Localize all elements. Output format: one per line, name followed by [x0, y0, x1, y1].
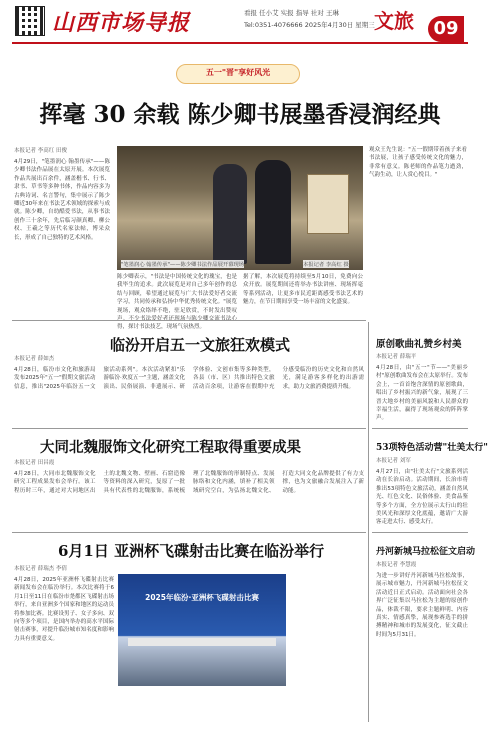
lead-col2: 陈少卿表示，"书法是中国传统文化的瑰宝，也是我毕生的追求。此次展览是对自己多年创作的总结与回顾，希望通过展览与广大书法爱好者交流学习，共同传承和弘扬中华优秀传统文化。"展览现场，观众络绎不绝，驻足欣赏，不时发出赞叹 得，探讨书法技艺，现场气氛热烈。: [117, 274, 237, 331]
section-title: 文旅: [374, 9, 414, 33]
lead-col1: 4月29日，"笔墨润心 翰墨传承"——陈少卿书法作品展在太原开展。本次展览作品共展出百余件，涵盖楷书、行书、隶书、草书等多种书体，作品内容多为古典诗词、名言警句，集中展示了陈少卿近30年来在书法艺术领域的探索与成就。陈少卿，自幼酷爱书法，从事书法创作三十余年，先后临习颜真卿、柳公权、王羲之等历代名家法帖，博采众长，形成了自己独特的艺术风格。: [14, 159, 110, 241]
story2-headline: 临汾开启五一文旅狂欢模式: [110, 336, 291, 354]
story3-headline: 原创歌曲礼赞乡村美: [376, 339, 462, 350]
lead-photo-credit: 本报记者 李高红 摄: [303, 262, 349, 268]
story2-byline: 本报记者 薛如杰: [14, 356, 55, 362]
story7-headline: 丹河新城马拉松征文启动: [376, 547, 476, 557]
divider: [12, 320, 366, 321]
lead-col3: 据了解，本次展览将持续至5月10日，免费向公众开放。展览期间还将举办书法讲座、现场挥毫等系列活动，让更多市民近距离感受书法艺术的魅力，在节日期间享受一场丰富的文化盛宴。: [243, 274, 363, 306]
story4-byline: 本报记者 田昌霞: [14, 460, 55, 466]
story3-body: 4月28日，由"五一"节——"美丽乡村"原创歌曲发布会在太原举行。发布会上，一首首饱含深情的原创歌曲，唱出了乡村振兴的新气象，展现了三晋大地乡村的美丽风貌和人民群众的幸福生活，赢得了现场观众的阵阵掌声。: [376, 365, 468, 422]
story6-byline: 本报记者 薛瑞杰 李倩: [14, 566, 67, 572]
story7-byline: 本报记者 李慧霞: [376, 562, 417, 568]
story6-body: 4月28日，2025年亚洲杯飞碟射击比赛新闻发布会在临汾举行。本次比赛将于6月1日至11日在临汾市尧都区飞碟射击场举行，来自亚洲多个国家和地区的运动员将参加比赛。比赛设男子、女子多向、双向等多个项目，是国内举办的高水平国际射击赛事，对提升临汾城市知名度和影响力具有重要意义。: [14, 577, 114, 642]
divider: [12, 532, 366, 533]
divider: [372, 428, 468, 429]
story6-body-col3: [290, 576, 364, 730]
story6-headline: 6月1日 亚洲杯飞碟射击比赛在临汾举行: [58, 542, 325, 560]
stage-backdrop-text: 2025年临汾·亚洲杯飞碟射击比赛: [145, 593, 259, 602]
column-divider: [368, 322, 369, 722]
calligraphy-scroll: [307, 174, 349, 234]
podium-table: [128, 638, 276, 646]
story6-body-cont: [118, 690, 286, 730]
story4-headline: 大同北魏服饰文化研究工程取得重要成果: [40, 439, 301, 456]
masthead-rule: [12, 42, 468, 44]
banner-label: 五一"晋"享好风光: [205, 68, 271, 77]
person-figure-2: [255, 160, 291, 264]
story6-photo: [118, 574, 286, 686]
lead-col4: 观众王先生说："五一假期带着孩子来看书法展，让孩子感受传统文化的魅力，非常有意义。陈老师的作品笔力遒劲，气韵生动，让人赏心悦目。": [369, 147, 467, 179]
masthead-meta: Tel:0351-4076666 2025年4月30日 星期三: [244, 21, 375, 29]
story5-body: 4月27日，由"壮美太行"文旅系列活动在长治启动。活动期间，长治市将推出53项特色文旅活动，涵盖自然风光、红色文化、民俗体验、美食品鉴等多个方面，全方位展示太行山的壮美风光和深厚文化底蕴，邀请广大游客走进太行、感受太行。: [376, 469, 468, 526]
story5-headline: 53项特色活动营"壮美太行": [376, 443, 488, 453]
person-figure-1: [213, 164, 247, 264]
newspaper-logo: 山西市场导报: [52, 10, 191, 36]
story7-body: 为进一步讲好丹河新城马拉松故事，展示城市魅力，丹河新城马拉松征文活动近日正式启动。活动面向社会各界广泛征集以马拉松为主题的原创作品，体裁不限，要求主题鲜明、内容真实、情感真挚，展现参赛选手的拼搏精神和城市的发展变化，征文截止时间为5月31日。: [376, 573, 468, 638]
story4-body: 4月28日，大同市北魏服饰文化研究工程成果发布会举行。该工程历时三年，通过对大同地区出土的北魏文物、壁画、石窟造像等资料的深入研究，复原了一批具有代表性的北魏服饰，系统梳理了北魏服饰的形制特点、发展脉络和文化内涵，填补了相关领域研究空白，为弘扬北魏文化、打造大同文化品牌提供了有力支撑，也为文旅融合发展注入了新动能。: [14, 471, 364, 494]
qr-code: [15, 6, 45, 36]
page-number: 09: [428, 16, 464, 42]
divider: [372, 532, 468, 533]
story5-byline: 本报记者 刘军: [376, 458, 411, 464]
lead-photo-caption: "笔墨润心 翰墨传承"——陈少卿书法作品展开幕现场: [121, 262, 245, 268]
feature-banner: [176, 64, 300, 84]
story3-byline: 本报记者 薛瑞平: [376, 354, 417, 360]
lead-byline: 本报记者 李高红 田俊: [14, 148, 67, 154]
masthead-nav: 看报 任小艾 实报 指导 社对 王琳: [244, 9, 339, 17]
lead-headline: 挥毫 30 余载 陈少卿书展墨香浸润经典: [39, 101, 441, 128]
story2-body: 4月28日，临汾市文化和旅游局发布2025年"五一"假期文旅活动信息，推出"2025年临汾五一文旅活动系列"。本次活动紧扣"乐游临汾·欢度五一"主题，涵盖文化演出、民俗展演、非遗展示、研学体验、文创市集等多种类型，各县（市、区）共推出特色文旅活动百余项，让游客在假期中充分感受临汾的历史文化和自然风光，满足游客多样化的出游需求，助力文旅消费提质升级。: [14, 367, 364, 390]
lead-photo: [117, 146, 363, 270]
divider: [12, 428, 366, 429]
